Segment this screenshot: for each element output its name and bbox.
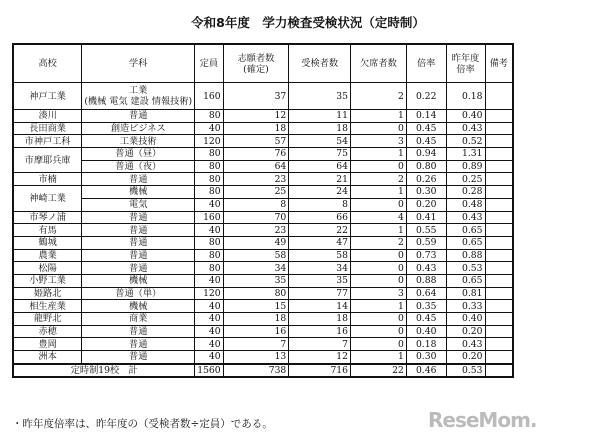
absentees-cell: 2 (351, 173, 407, 186)
remarks-cell (485, 313, 513, 326)
table-row (13, 186, 513, 199)
department-cell: 普通 (82, 110, 195, 123)
remarks-cell (485, 325, 513, 338)
table-row (13, 122, 513, 135)
ratio-cell: 0.26 (406, 173, 446, 186)
applicants-cell: 8 (223, 198, 289, 211)
table-row (13, 110, 513, 123)
ratio-cell: 0.41 (406, 211, 446, 224)
absentees-cell: 4 (351, 211, 407, 224)
department-cell: 普通 (82, 249, 195, 262)
department-cell: 創造ビジネス (82, 122, 195, 135)
capacity-cell: 80 (195, 110, 223, 123)
remarks-cell (485, 122, 513, 135)
applicants-cell: 16 (223, 325, 289, 338)
department-cell: 商業 (82, 313, 195, 326)
ratio-cell: 0.18 (406, 338, 446, 351)
remarks-cell (485, 274, 513, 287)
capacity-cell: 120 (195, 135, 223, 148)
ratio-cell: 0.43 (406, 262, 446, 275)
total-row (13, 364, 513, 378)
applicants-cell: 35 (223, 274, 289, 287)
applicants-cell: 15 (223, 300, 289, 313)
absentees-cell: 0 (351, 313, 407, 326)
remarks-cell (485, 173, 513, 186)
prev-ratio-cell: 0.43 (446, 338, 485, 351)
school-cell: 赤穂 (13, 325, 82, 338)
ratio-cell: 0.64 (406, 287, 446, 300)
total-label: 定時制19校 計 (13, 364, 195, 378)
table-row (13, 325, 513, 338)
ratio-cell: 0.45 (406, 122, 446, 135)
department-cell: 普通（夜） (82, 160, 195, 173)
ratio-cell: 0.73 (406, 249, 446, 262)
department-cell: 普通 (82, 211, 195, 224)
prev-ratio-cell: 0.53 (446, 262, 485, 275)
remarks-cell (485, 110, 513, 123)
remarks-cell (485, 198, 513, 211)
capacity-cell: 80 (195, 186, 223, 199)
remarks-cell (485, 148, 513, 161)
applicants-cell: 18 (223, 122, 289, 135)
prev-ratio-cell: 0.89 (446, 160, 485, 173)
capacity-cell: 40 (195, 122, 223, 135)
applicants-cell: 58 (223, 249, 289, 262)
examinees-cell: 54 (289, 135, 351, 148)
remarks-cell (485, 236, 513, 249)
absentees-cell: 1 (351, 224, 407, 237)
capacity-cell: 40 (195, 274, 223, 287)
absentees-cell: 3 (351, 287, 407, 300)
capacity-cell: 80 (195, 173, 223, 186)
table-row (13, 287, 513, 300)
prev-ratio-cell: 0.65 (446, 224, 485, 237)
ratio-cell: 0.14 (406, 110, 446, 123)
department-cell: 普通 (82, 173, 195, 186)
school-cell: 市摩耶兵庫 (13, 148, 82, 173)
table-row (13, 211, 513, 224)
remarks-cell (485, 300, 513, 313)
ratio-cell: 0.45 (406, 135, 446, 148)
department-cell: 普通 (82, 236, 195, 249)
absentees-cell: 3 (351, 135, 407, 148)
absentees-cell: 2 (351, 236, 407, 249)
capacity-cell: 160 (195, 211, 223, 224)
absentees-cell: 1 (351, 300, 407, 313)
table-row (13, 160, 513, 173)
ratio-cell: 0.94 (406, 148, 446, 161)
examinees-cell: 14 (289, 300, 351, 313)
applicants-cell: 13 (223, 351, 289, 364)
absentees-cell: 0 (351, 249, 407, 262)
footnote: ・昨年度倍率は、昨年度の（受検者数÷定員）である。 (12, 418, 273, 430)
ratio-cell: 0.55 (406, 224, 446, 237)
capacity-cell: 80 (195, 160, 223, 173)
school-cell: 鶴城 (13, 236, 82, 249)
remarks-cell (485, 287, 513, 300)
examinees-cell: 18 (289, 122, 351, 135)
prev-ratio-cell: 0.48 (446, 198, 485, 211)
remarks-cell (485, 351, 513, 364)
table-row (13, 135, 513, 148)
examinees-cell: 58 (289, 249, 351, 262)
prev-ratio-cell: 0.43 (446, 122, 485, 135)
examinees-cell: 75 (289, 148, 351, 161)
table-row (13, 338, 513, 351)
table-row (13, 274, 513, 287)
capacity-cell: 40 (195, 224, 223, 237)
prev-ratio-cell: 0.81 (446, 287, 485, 300)
school-cell: 神崎工業 (13, 186, 82, 211)
applicants-cell: 7 (223, 338, 289, 351)
applicants-cell: 34 (223, 262, 289, 275)
total-examinees-cell: 716 (289, 364, 351, 378)
examinees-cell: 7 (289, 338, 351, 351)
ratio-cell: 0.40 (406, 325, 446, 338)
examinees-cell: 21 (289, 173, 351, 186)
applicants-cell: 23 (223, 173, 289, 186)
department-cell: 普通 (82, 338, 195, 351)
department-cell: 普通 (82, 351, 195, 364)
prev-ratio-cell: 0.40 (446, 110, 485, 123)
school-cell: 市琴ノ浦 (13, 211, 82, 224)
examinees-cell: 66 (289, 211, 351, 224)
school-cell: 神戸工業 (13, 83, 82, 110)
examinees-cell: 8 (289, 198, 351, 211)
absentees-cell: 0 (351, 160, 407, 173)
examinees-cell: 16 (289, 325, 351, 338)
school-cell: 小野工業 (13, 274, 82, 287)
department-cell: 普通 (82, 262, 195, 275)
table-row (13, 198, 513, 211)
exam-status-table (12, 43, 514, 378)
applicants-cell: 57 (223, 135, 289, 148)
table-row (13, 236, 513, 249)
remarks-cell (485, 262, 513, 275)
ratio-cell: 0.80 (406, 160, 446, 173)
applicants-cell: 23 (223, 224, 289, 237)
remarks-cell (485, 160, 513, 173)
school-cell: 姫路北 (13, 287, 82, 300)
capacity-cell: 40 (195, 325, 223, 338)
remarks-cell (485, 83, 513, 110)
remarks-cell (485, 224, 513, 237)
capacity-cell: 40 (195, 351, 223, 364)
total-remarks-cell (485, 364, 513, 378)
prev-ratio-cell: 0.52 (446, 135, 485, 148)
applicants-cell: 70 (223, 211, 289, 224)
examinees-cell: 35 (289, 83, 351, 110)
header-cell: 昨年度 倍率 (446, 44, 485, 83)
school-cell: 市楠 (13, 173, 82, 186)
total-ratio-cell: 0.46 (406, 364, 446, 378)
table-row (13, 300, 513, 313)
prev-ratio-cell: 0.88 (446, 249, 485, 262)
header-cell: 倍率 (406, 44, 446, 83)
school-cell: 湊川 (13, 110, 82, 123)
capacity-cell: 80 (195, 262, 223, 275)
department-cell: 普通（昼） (82, 148, 195, 161)
capacity-cell: 40 (195, 313, 223, 326)
table-row (13, 173, 513, 186)
total-prev-ratio-cell: 0.53 (446, 364, 485, 378)
absentees-cell: 0 (351, 122, 407, 135)
header-cell: 定員 (195, 44, 223, 83)
applicants-cell: 80 (223, 287, 289, 300)
absentees-cell: 1 (351, 148, 407, 161)
school-cell: 豊岡 (13, 338, 82, 351)
table-row (13, 224, 513, 237)
ratio-cell: 0.30 (406, 351, 446, 364)
school-cell: 農業 (13, 249, 82, 262)
department-cell: 普通 (82, 325, 195, 338)
applicants-cell: 18 (223, 313, 289, 326)
examinees-cell: 77 (289, 287, 351, 300)
prev-ratio-cell: 0.40 (446, 313, 485, 326)
department-cell: 機械 (82, 274, 195, 287)
school-cell: 市神戸工科 (13, 135, 82, 148)
ratio-cell: 0.20 (406, 198, 446, 211)
absentees-cell: 0 (351, 262, 407, 275)
applicants-cell: 12 (223, 110, 289, 123)
department-cell: 電気 (82, 198, 195, 211)
header-cell: 欠席者数 (351, 44, 407, 83)
header-cell: 備考 (485, 44, 513, 83)
table-row (13, 249, 513, 262)
table-row (13, 313, 513, 326)
examinees-cell: 64 (289, 160, 351, 173)
capacity-cell: 40 (195, 198, 223, 211)
absentees-cell: 0 (351, 274, 407, 287)
header-cell: 受検者数 (289, 44, 351, 83)
header-cell: 志願者数 (確定) (223, 44, 289, 83)
prev-ratio-cell: 0.65 (446, 236, 485, 249)
school-cell: 龍野北 (13, 313, 82, 326)
prev-ratio-cell: 0.33 (446, 300, 485, 313)
page-title: 令和8年度 学力検査受検状況（定時制） (191, 15, 425, 30)
table-row (13, 148, 513, 161)
school-cell: 松陽 (13, 262, 82, 275)
applicants-cell: 64 (223, 160, 289, 173)
capacity-cell: 80 (195, 148, 223, 161)
header-cell: 学科 (82, 44, 195, 83)
capacity-cell: 120 (195, 287, 223, 300)
examinees-cell: 47 (289, 236, 351, 249)
table-row (13, 262, 513, 275)
examinees-cell: 18 (289, 313, 351, 326)
department-cell: 工業技術 (82, 135, 195, 148)
ratio-cell: 0.59 (406, 236, 446, 249)
ratio-cell: 0.45 (406, 313, 446, 326)
department-cell: 機械 (82, 186, 195, 199)
ratio-cell: 0.30 (406, 186, 446, 199)
applicants-cell: 49 (223, 236, 289, 249)
remarks-cell (485, 135, 513, 148)
absentees-cell: 2 (351, 83, 407, 110)
prev-ratio-cell: 1.31 (446, 148, 485, 161)
school-cell: 有馬 (13, 224, 82, 237)
table-row (13, 83, 513, 110)
department-cell: 普通（単） (82, 287, 195, 300)
absentees-cell: 1 (351, 351, 407, 364)
school-cell: 洲本 (13, 351, 82, 364)
examinees-cell: 24 (289, 186, 351, 199)
capacity-cell: 80 (195, 249, 223, 262)
examinees-cell: 12 (289, 351, 351, 364)
prev-ratio-cell: 0.28 (446, 186, 485, 199)
total-absentees-cell: 22 (351, 364, 407, 378)
examinees-cell: 11 (289, 110, 351, 123)
prev-ratio-cell: 0.20 (446, 325, 485, 338)
examinees-cell: 22 (289, 224, 351, 237)
prev-ratio-cell: 0.65 (446, 274, 485, 287)
capacity-cell: 80 (195, 236, 223, 249)
table-header-row (13, 44, 513, 83)
ratio-cell: 0.22 (406, 83, 446, 110)
capacity-cell: 40 (195, 338, 223, 351)
capacity-cell: 160 (195, 83, 223, 110)
absentees-cell: 0 (351, 338, 407, 351)
examinees-cell: 34 (289, 262, 351, 275)
department-cell: 工業 (機械 電気 建設 情報技術) (82, 83, 195, 110)
examinees-cell: 35 (289, 274, 351, 287)
department-cell: 機械 (82, 300, 195, 313)
prev-ratio-cell: 0.18 (446, 83, 485, 110)
ratio-cell: 0.35 (406, 300, 446, 313)
absentees-cell: 1 (351, 186, 407, 199)
absentees-cell: 0 (351, 198, 407, 211)
applicants-cell: 76 (223, 148, 289, 161)
absentees-cell: 1 (351, 110, 407, 123)
table-row (13, 351, 513, 364)
total-capacity-cell: 1560 (195, 364, 223, 378)
applicants-cell: 37 (223, 83, 289, 110)
school-cell: 長田商業 (13, 122, 82, 135)
prev-ratio-cell: 0.20 (446, 351, 485, 364)
applicants-cell: 25 (223, 186, 289, 199)
header-cell: 高校 (13, 44, 82, 83)
remarks-cell (485, 186, 513, 199)
absentees-cell: 0 (351, 325, 407, 338)
remarks-cell (485, 211, 513, 224)
school-cell: 相生産業 (13, 300, 82, 313)
ratio-cell: 0.88 (406, 274, 446, 287)
remarks-cell (485, 249, 513, 262)
remarks-cell (485, 338, 513, 351)
prev-ratio-cell: 0.43 (446, 211, 485, 224)
total-applicants-cell: 738 (223, 364, 289, 378)
department-cell: 普通 (82, 224, 195, 237)
resemom-logo: ReseMom. (428, 408, 537, 432)
prev-ratio-cell: 0.25 (446, 173, 485, 186)
capacity-cell: 40 (195, 300, 223, 313)
